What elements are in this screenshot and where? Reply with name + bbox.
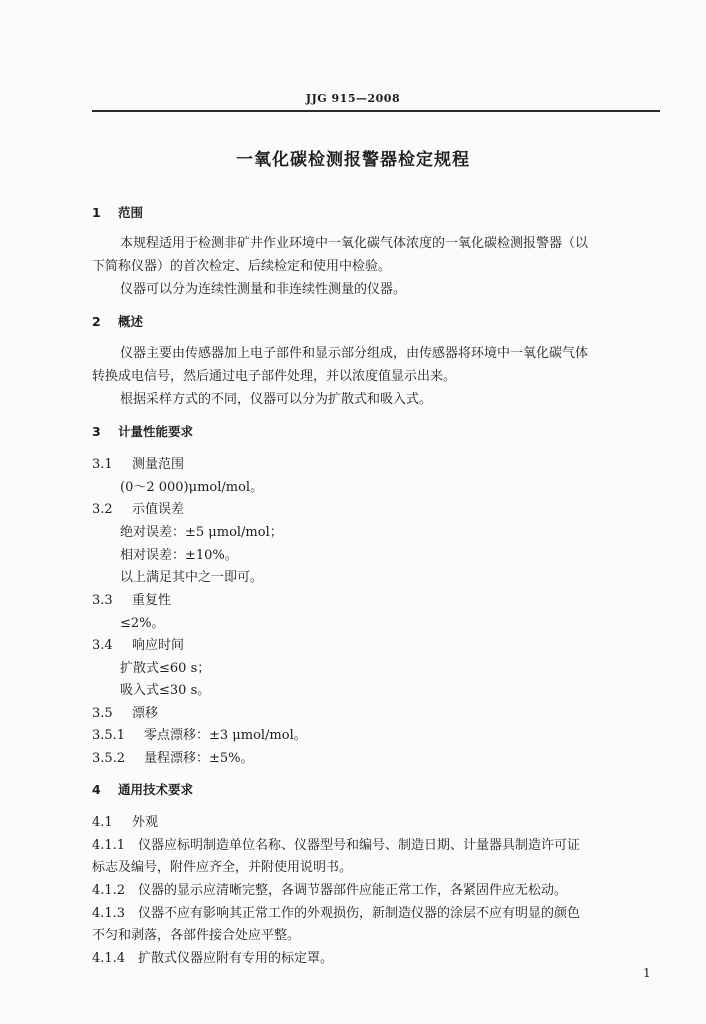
paragraph-line: 吸入式≤30 s。 — [120, 683, 211, 698]
section-title: 计量性能要求 — [118, 424, 194, 439]
subsection-number: 4.1.3 — [92, 906, 126, 921]
section-number: 3 — [92, 424, 101, 439]
subsection-3-3 — [92, 592, 171, 610]
standard-code-header: JJG 915—2008 — [305, 92, 401, 105]
section-3-heading — [92, 423, 193, 441]
subsection-title: 示值误差 — [132, 502, 185, 517]
subsection-3-1 — [92, 456, 184, 474]
paragraph-line: 转换成电信号，然后通过电子部件处理，并以浓度值显示出来。 — [92, 369, 457, 384]
subsection-3-2 — [92, 501, 184, 519]
subsection-4-1-4 — [92, 950, 333, 968]
subsection-3-5-2 — [92, 750, 254, 768]
section-4-heading — [92, 781, 193, 799]
subsection-title: 外观 — [132, 815, 159, 830]
header-rule — [92, 110, 660, 112]
paragraph-line: (0～2 000)μmol/mol。 — [120, 480, 264, 495]
paragraph-line: 相对误差：±10%。 — [120, 548, 238, 563]
section-number: 1 — [92, 205, 101, 220]
subsection-title: 响应时间 — [132, 638, 185, 653]
subsection-3-5-1 — [92, 727, 307, 745]
section-number: 2 — [92, 314, 101, 329]
subsection-number: 4.1.2 — [92, 883, 126, 898]
subsection-text: 量程漂移：±5%。 — [144, 751, 254, 766]
paragraph-line: 仪器可以分为连续性测量和非连续性测量的仪器。 — [120, 282, 407, 297]
section-title: 范围 — [118, 205, 144, 220]
document-title: 一氧化碳检测报警器检定规程 — [236, 150, 470, 170]
page-number: 1 — [643, 966, 651, 980]
subsection-number: 4.1 — [92, 815, 113, 830]
subsection-number: 3.2 — [92, 502, 113, 517]
subsection-text: 扩散式仪器应附有专用的标定罩。 — [138, 951, 334, 966]
section-2-heading — [92, 313, 143, 331]
subsection-title: 测量范围 — [132, 457, 185, 472]
subsection-text: 仪器应标明制造单位名称、仪器型号和编号、制造日期、计量器具制造许可证 — [138, 838, 581, 853]
section-title: 通用技术要求 — [118, 782, 194, 797]
paragraph-line: 标志及编号，附件应齐全，并附使用说明书。 — [92, 860, 353, 875]
subsection-number: 3.5.1 — [92, 728, 126, 743]
paragraph-line: 绝对误差：±5 μmol/mol； — [120, 525, 283, 540]
subsection-number: 3.4 — [92, 638, 113, 653]
subsection-number: 3.5 — [92, 706, 113, 721]
paragraph-line: 不匀和剥落，各部件接合处应平整。 — [92, 928, 301, 943]
paragraph-line: 下简称仪器）的首次检定、后续检定和使用中检验。 — [92, 259, 392, 274]
paragraph-line: ≤2%。 — [120, 616, 165, 631]
subsection-4-1 — [92, 814, 158, 832]
subsection-title: 漂移 — [132, 706, 159, 721]
paragraph-line: 根据采样方式的不同，仪器可以分为扩散式和吸入式。 — [120, 392, 433, 407]
subsection-text: 零点漂移：±3 μmol/mol。 — [144, 728, 307, 743]
subsection-title: 重复性 — [132, 593, 172, 608]
paragraph-line: 以上满足其中之一即可。 — [120, 570, 264, 585]
paragraph-line: 本规程适用于检测非矿井作业环境中一氧化碳气体浓度的一氧化碳检测报警器（以 — [120, 236, 589, 251]
subsection-text: 仪器的显示应清晰完整，各调节器部件应能正常工作，各紧固件应无松动。 — [138, 883, 568, 898]
subsection-number: 3.1 — [92, 457, 113, 472]
subsection-4-1-2 — [92, 882, 567, 900]
paragraph-line: 扩散式≤60 s； — [120, 661, 211, 676]
subsection-number: 3.3 — [92, 593, 113, 608]
section-1-heading — [92, 204, 143, 222]
subsection-3-5 — [92, 705, 158, 723]
paragraph-line: 仪器主要由传感器加上电子部件和显示部分组成，由传感器将环境中一氧化碳气体 — [120, 346, 589, 361]
subsection-number: 4.1.1 — [92, 838, 126, 853]
subsection-4-1-1 — [92, 837, 580, 855]
subsection-number: 3.5.2 — [92, 751, 126, 766]
subsection-number: 4.1.4 — [92, 951, 126, 966]
section-number: 4 — [92, 782, 101, 797]
subsection-4-1-3 — [92, 905, 580, 923]
subsection-3-4 — [92, 637, 184, 655]
section-title: 概述 — [118, 314, 144, 329]
subsection-text: 仪器不应有影响其正常工作的外观损伤，新制造仪器的涂层不应有明显的颜色 — [138, 906, 581, 921]
